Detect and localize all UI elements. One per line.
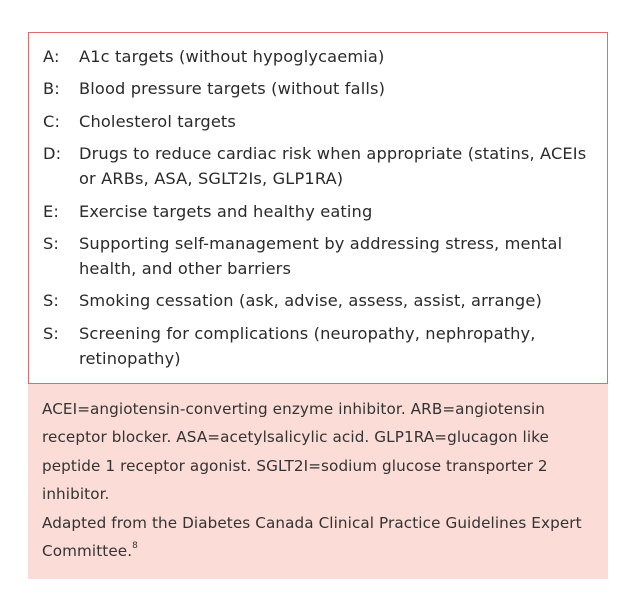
item-text: Supporting self-management by addressing stress, mental health, and other barriers: [79, 233, 563, 278]
item-letter: C:: [43, 111, 61, 131]
item-letter: A:: [43, 47, 60, 66]
item-text: A1c targets (without hypoglycaemia): [79, 47, 385, 66]
list-item: [29, 199, 607, 224]
footnote-panel: [28, 384, 608, 579]
item-text: Exercise targets and healthy eating: [79, 201, 373, 221]
item-letter: D:: [43, 144, 62, 164]
item-letter: E:: [43, 201, 59, 221]
item-letter: S:: [43, 233, 60, 253]
list-item: [29, 76, 607, 101]
reference-number: 8: [132, 541, 138, 552]
list-item: [29, 44, 607, 69]
list-item: [29, 321, 607, 371]
list-item: [29, 288, 607, 313]
item-text: Cholesterol targets: [79, 111, 237, 131]
checklist-box: [28, 32, 608, 384]
item-letter: B:: [43, 79, 60, 99]
abbreviations-note: ACEI=angiotensin-converting enzyme inhibitor. ARB=angiotensin receptor blocker. ASA=acetylsalicylic acid. GLP1RA=glucagon like peptide 1 receptor agonist. SGLT2I=sodium glucose transporter 2 inhibitor.: [42, 399, 549, 504]
list-item: [29, 109, 607, 134]
item-text: Blood pressure targets (without falls): [79, 79, 386, 99]
source-text: Adapted from the Diabetes Canada Clinical Practice Guidelines Expert Committee.: [42, 513, 582, 561]
source-note: [42, 509, 594, 566]
item-text: Drugs to reduce cardiac risk when appropriate (statins, ACEIs or ARBs, ASA, SGLT2Is, GLP1RA): [79, 144, 587, 189]
list-item: [29, 231, 607, 281]
item-letter: S:: [43, 291, 60, 311]
item-text: Smoking cessation (ask, advise, assess, assist, arrange): [79, 291, 542, 311]
abcdess-figure: [28, 32, 608, 579]
list-item: [29, 141, 607, 191]
item-text: Screening for complications (neuropathy, nephropathy, retinopathy): [79, 323, 536, 368]
item-letter: S:: [43, 323, 60, 343]
